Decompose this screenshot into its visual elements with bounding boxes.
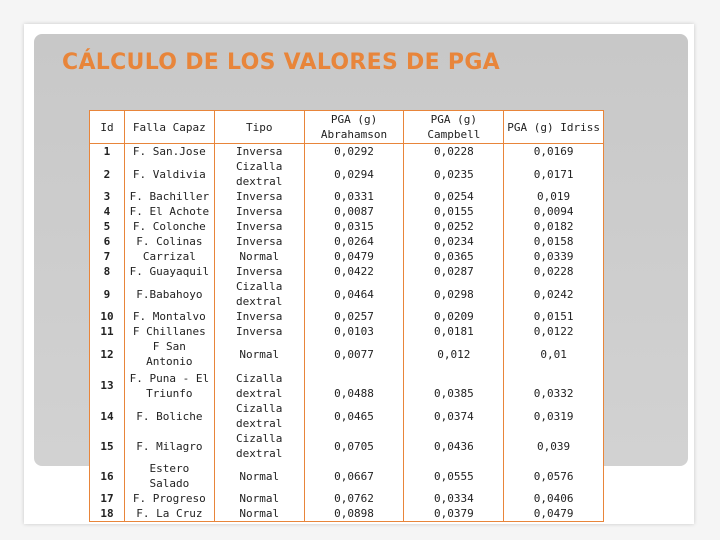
- cell-id: 10: [90, 309, 125, 324]
- cell-tipo: Cizalla dextral: [214, 401, 304, 431]
- cell-abrahamson: 0,0705: [304, 431, 404, 461]
- cell-campbell: 0,0298: [404, 279, 504, 309]
- cell-id: 1: [90, 144, 125, 160]
- cell-id: 17: [90, 491, 125, 506]
- cell-falla: F. Valdivia: [124, 159, 214, 189]
- cell-falla: F.Babahoyo: [124, 279, 214, 309]
- cell-campbell: 0,0181: [404, 324, 504, 339]
- cell-id: 18: [90, 506, 125, 522]
- cell-tipo: Normal: [214, 339, 304, 369]
- cell-idriss: 0,0094: [504, 204, 604, 219]
- header-idriss: PGA (g) Idriss: [504, 111, 604, 144]
- cell-idriss: 0,0169: [504, 144, 604, 160]
- cell-campbell: 0,0436: [404, 431, 504, 461]
- cell-tipo: Cizalla dextral: [214, 369, 304, 401]
- cell-campbell: 0,0209: [404, 309, 504, 324]
- table-row: [90, 491, 604, 506]
- cell-id: 8: [90, 264, 125, 279]
- header-abrahamson: PGA (g) Abrahamson: [304, 111, 404, 144]
- cell-idriss: 0,0332: [504, 369, 604, 401]
- cell-campbell: 0,0365: [404, 249, 504, 264]
- cell-falla: F. El Achote: [124, 204, 214, 219]
- cell-abrahamson: 0,0422: [304, 264, 404, 279]
- header-falla: Falla Capaz: [124, 111, 214, 144]
- cell-abrahamson: 0,0465: [304, 401, 404, 431]
- cell-id: 4: [90, 204, 125, 219]
- table-row: [90, 369, 604, 401]
- cell-abrahamson: 0,0264: [304, 234, 404, 249]
- cell-idriss: 0,039: [504, 431, 604, 461]
- header-id: Id: [90, 111, 125, 144]
- table-row: [90, 234, 604, 249]
- cell-falla: F San Antonio: [124, 339, 214, 369]
- cell-falla: F. Montalvo: [124, 309, 214, 324]
- cell-campbell: 0,0234: [404, 234, 504, 249]
- table-row: [90, 339, 604, 369]
- cell-abrahamson: 0,0762: [304, 491, 404, 506]
- cell-falla: F. San.Jose: [124, 144, 214, 160]
- cell-idriss: 0,0479: [504, 506, 604, 522]
- cell-abrahamson: 0,0257: [304, 309, 404, 324]
- table-row: [90, 461, 604, 491]
- cell-abrahamson: 0,0103: [304, 324, 404, 339]
- table-row: [90, 144, 604, 160]
- cell-idriss: 0,0339: [504, 249, 604, 264]
- cell-abrahamson: 0,0292: [304, 144, 404, 160]
- cell-falla: F. Colinas: [124, 234, 214, 249]
- cell-idriss: 0,019: [504, 189, 604, 204]
- cell-tipo: Cizalla dextral: [214, 279, 304, 309]
- table-body: [90, 144, 604, 522]
- cell-idriss: 0,0158: [504, 234, 604, 249]
- cell-tipo: Inversa: [214, 324, 304, 339]
- table-row: [90, 249, 604, 264]
- cell-id: 14: [90, 401, 125, 431]
- cell-id: 11: [90, 324, 125, 339]
- cell-tipo: Normal: [214, 461, 304, 491]
- cell-campbell: 0,0235: [404, 159, 504, 189]
- cell-falla: F. Progreso: [124, 491, 214, 506]
- cell-abrahamson: 0,0898: [304, 506, 404, 522]
- cell-idriss: 0,0151: [504, 309, 604, 324]
- header-tipo: Tipo: [214, 111, 304, 144]
- cell-campbell: 0,0555: [404, 461, 504, 491]
- cell-abrahamson: 0,0667: [304, 461, 404, 491]
- cell-idriss: 0,0228: [504, 264, 604, 279]
- cell-idriss: 0,0171: [504, 159, 604, 189]
- cell-campbell: 0,0334: [404, 491, 504, 506]
- table-row: [90, 264, 604, 279]
- cell-campbell: 0,0287: [404, 264, 504, 279]
- cell-falla: F Chillanes: [124, 324, 214, 339]
- table-row: [90, 309, 604, 324]
- cell-tipo: Inversa: [214, 189, 304, 204]
- cell-falla: F. Bachiller: [124, 189, 214, 204]
- cell-falla: F. Puna - El Triunfo: [124, 369, 214, 401]
- cell-id: 2: [90, 159, 125, 189]
- cell-idriss: 0,0122: [504, 324, 604, 339]
- cell-campbell: 0,0228: [404, 144, 504, 160]
- cell-falla: F. Colonche: [124, 219, 214, 234]
- cell-tipo: Cizalla dextral: [214, 431, 304, 461]
- cell-campbell: 0,0374: [404, 401, 504, 431]
- cell-tipo: Cizalla dextral: [214, 159, 304, 189]
- slide-title: CÁLCULO DE LOS VALORES DE PGA: [62, 50, 501, 75]
- table-row: [90, 431, 604, 461]
- cell-falla: F. Milagro: [124, 431, 214, 461]
- cell-id: 6: [90, 234, 125, 249]
- cell-campbell: 0,012: [404, 339, 504, 369]
- cell-id: 7: [90, 249, 125, 264]
- cell-tipo: Inversa: [214, 219, 304, 234]
- cell-tipo: Inversa: [214, 234, 304, 249]
- cell-idriss: 0,0576: [504, 461, 604, 491]
- table-row: [90, 219, 604, 234]
- cell-abrahamson: 0,0464: [304, 279, 404, 309]
- cell-abrahamson: 0,0315: [304, 219, 404, 234]
- cell-idriss: 0,01: [504, 339, 604, 369]
- cell-id: 12: [90, 339, 125, 369]
- pga-table: [89, 110, 604, 522]
- cell-idriss: 0,0319: [504, 401, 604, 431]
- cell-id: 5: [90, 219, 125, 234]
- cell-tipo: Inversa: [214, 309, 304, 324]
- cell-abrahamson: 0,0077: [304, 339, 404, 369]
- cell-campbell: 0,0252: [404, 219, 504, 234]
- cell-id: 16: [90, 461, 125, 491]
- cell-campbell: 0,0155: [404, 204, 504, 219]
- cell-campbell: 0,0385: [404, 369, 504, 401]
- cell-id: 13: [90, 369, 125, 401]
- cell-idriss: 0,0242: [504, 279, 604, 309]
- cell-tipo: Inversa: [214, 204, 304, 219]
- table-header-row: [90, 111, 604, 144]
- cell-idriss: 0,0406: [504, 491, 604, 506]
- cell-id: 15: [90, 431, 125, 461]
- cell-abrahamson: 0,0488: [304, 369, 404, 401]
- cell-tipo: Inversa: [214, 264, 304, 279]
- cell-abrahamson: 0,0294: [304, 159, 404, 189]
- cell-abrahamson: 0,0479: [304, 249, 404, 264]
- cell-idriss: 0,0182: [504, 219, 604, 234]
- cell-tipo: Normal: [214, 506, 304, 522]
- cell-tipo: Normal: [214, 249, 304, 264]
- table-row: [90, 189, 604, 204]
- table-row: [90, 279, 604, 309]
- cell-campbell: 0,0254: [404, 189, 504, 204]
- cell-falla: F. La Cruz: [124, 506, 214, 522]
- cell-campbell: 0,0379: [404, 506, 504, 522]
- cell-falla: F. Boliche: [124, 401, 214, 431]
- cell-falla: F. Guayaquil: [124, 264, 214, 279]
- cell-id: 3: [90, 189, 125, 204]
- table-row: [90, 159, 604, 189]
- table-row: [90, 204, 604, 219]
- table-row: [90, 401, 604, 431]
- header-campbell: PGA (g) Campbell: [404, 111, 504, 144]
- cell-falla: Carrizal: [124, 249, 214, 264]
- cell-abrahamson: 0,0087: [304, 204, 404, 219]
- table-row: [90, 324, 604, 339]
- cell-abrahamson: 0,0331: [304, 189, 404, 204]
- cell-id: 9: [90, 279, 125, 309]
- cell-falla: Estero Salado: [124, 461, 214, 491]
- cell-tipo: Inversa: [214, 144, 304, 160]
- cell-tipo: Normal: [214, 491, 304, 506]
- table-row: [90, 506, 604, 522]
